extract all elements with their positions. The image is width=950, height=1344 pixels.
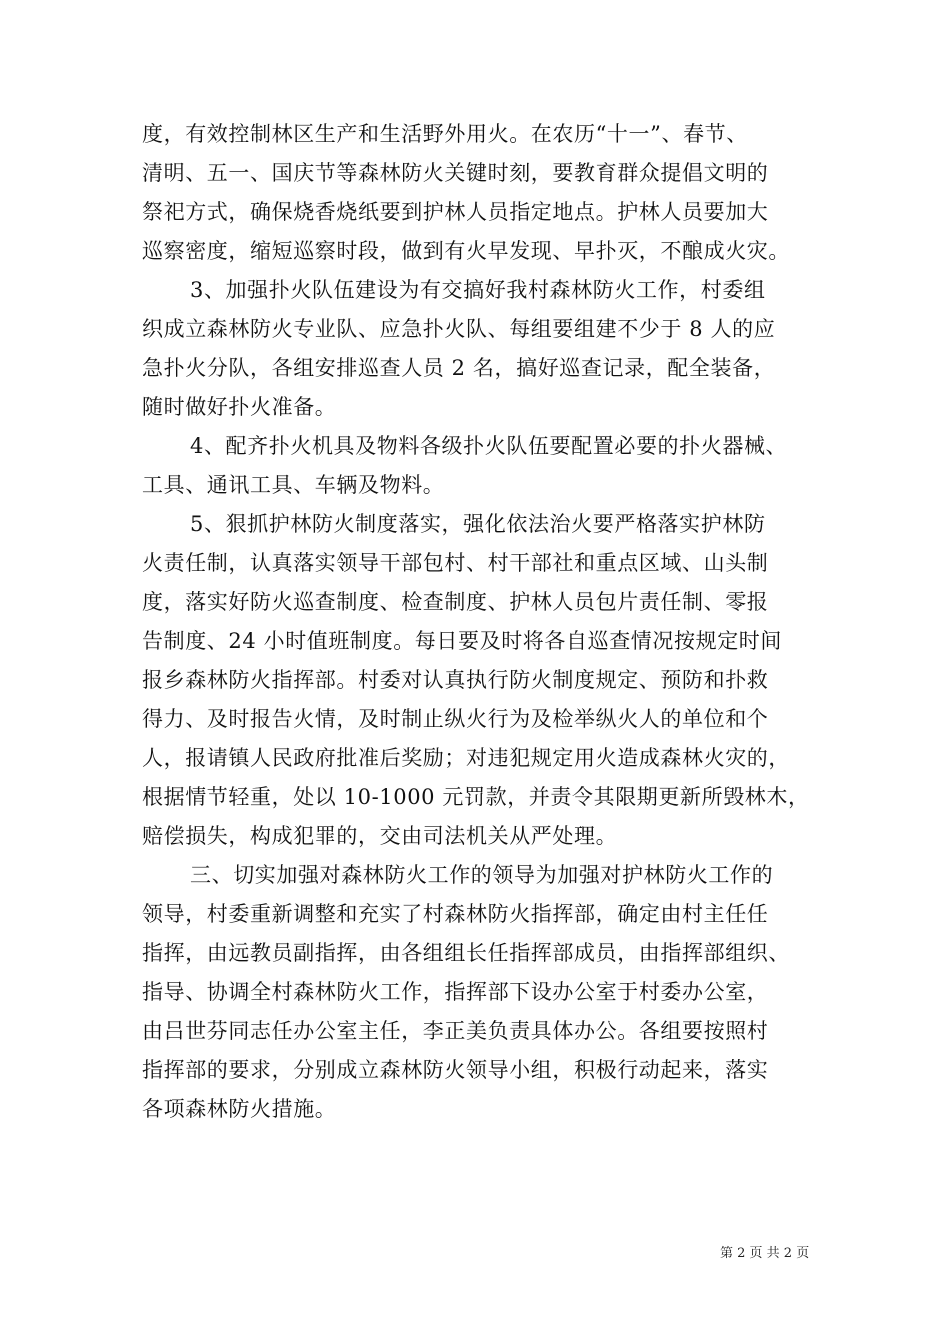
- text-line: 指导、协调全村森林防火工作，指挥部下设办公室于村委办公室，: [142, 980, 769, 1004]
- text-line: 巡察密度，缩短巡察时段，做到有火早发现、早扑灭，不酿成火灾。: [142, 239, 790, 263]
- text-line: 指挥部的要求，分别成立森林防火领导小组，积极行动起来，落实: [142, 1058, 769, 1082]
- text-line: 指挥，由远教员副指挥，由各组组长任指挥部成员，由指挥部组织、: [142, 941, 790, 965]
- text-line: 工具、通讯工具、车辆及物料。: [142, 473, 445, 497]
- text-line: 祭祀方式，确保烧香烧纸要到护林人员指定地点。护林人员要加大: [142, 200, 769, 224]
- text-line: 度，有效控制林区生产和生活野外用火。在农历“十一”、春节、: [142, 122, 748, 146]
- text-line: 急扑火分队，各组安排巡查人员 2 名，搞好巡查记录，配全装备，: [142, 356, 776, 380]
- text-line: 度，落实好防火巡查制度、检查制度、护林人员包片责任制、零报: [142, 590, 769, 614]
- text-line: 随时做好扑火准备。: [142, 395, 337, 419]
- text-line: 人，报请镇人民政府批准后奖励；对违犯规定用火造成森林火灾的，: [142, 746, 790, 770]
- text-line: 领导，村委重新调整和充实了村森林防火指挥部，确定由村主任任: [142, 902, 769, 926]
- paragraph-start-line: 4、配齐扑火机具及物料各级扑火队伍要配置必要的扑火器械、: [190, 434, 788, 458]
- text-line: 织成立森林防火专业队、应急扑火队、每组要组建不少于 8 人的应: [142, 317, 776, 341]
- text-line: 根据情节轻重，处以 10-1000 元罚款，并责令其限期更新所毁林木，: [142, 785, 810, 809]
- text-line: 各项森林防火措施。: [142, 1097, 337, 1121]
- text-line: 报乡森林防火指挥部。村委对认真执行防火制度规定、预防和扑救: [142, 668, 769, 692]
- text-line: 赔偿损失，构成犯罪的，交由司法机关从严处理。: [142, 824, 618, 848]
- paragraph-start-line: 3、加强扑火队伍建设为有交搞好我村森林防火工作，村委组: [190, 278, 766, 302]
- paragraph-start-line: 5、狠抓护林防火制度落实，强化依法治火要严格落实护林防: [190, 512, 766, 536]
- text-line: 由吕世芬同志任办公室主任，李正美负责具体办公。各组要按照村: [142, 1019, 769, 1043]
- text-line: 得力、及时报告火情，及时制止纵火行为及检举纵火人的单位和个: [142, 707, 769, 731]
- text-line: 告制度、24 小时值班制度。每日要及时将各自巡查情况按规定时间: [142, 629, 782, 653]
- text-line: 火责任制，认真落实领导干部包村、村干部社和重点区域、山头制: [142, 551, 769, 575]
- page-number: 第 2 页 共 2 页: [720, 1246, 810, 1261]
- paragraph-start-line: 三、切实加强对森林防火工作的领导为加强对护林防火工作的: [190, 863, 774, 887]
- text-line: 清明、五一、国庆节等森林防火关键时刻，要教育群众提倡文明的: [142, 161, 769, 185]
